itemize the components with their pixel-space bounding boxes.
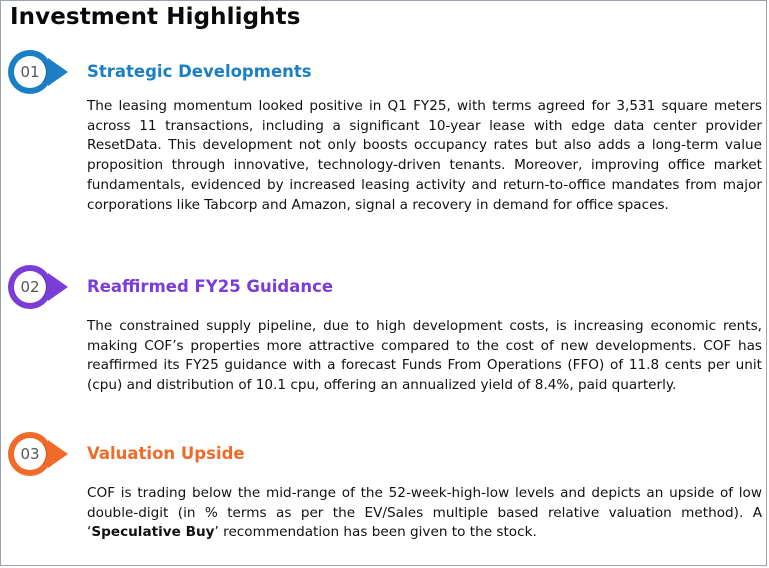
section-body-valuation-upside (87, 484, 762, 543)
section-number: 03 (20, 445, 40, 463)
section-number: 02 (20, 278, 40, 296)
body-text-pre: COF is trading below the mid-range of the 52-week-high-low levels and depicts an upside of low double-digit (in % terms as per the EV/Sales multiple based relative valuation method). A ‘ (87, 485, 762, 541)
section-heading-reaffirmed-guidance: Reaffirmed FY25 Guidance (87, 277, 334, 296)
recommendation-rating: Speculative Buy (91, 524, 215, 541)
page-title: Investment Highlights (10, 4, 301, 30)
section-heading-valuation-upside: Valuation Upside (87, 444, 245, 463)
section-body-reaffirmed-guidance: The constrained supply pipeline, due to high development costs, is increasing economic rents, making COF’s properties more attractive compared to the cost of new developments. COF has reaffirmed its FY25 guidance with a forecast Funds From Operations (FFO) of 11.8 cents per unit (cpu) and distribution of 10.1 cpu, offering an annualized yield of 8.4%, paid quarterly. (87, 318, 762, 394)
section-03-badge (4, 430, 70, 478)
section-body-strategic-developments: The leasing momentum looked positive in Q1 FY25, with terms agreed for 3,531 square meters across 11 transactions, including a significant 10-year lease with edge data center provider ResetData. This development not only boosts occupancy rates but also adds a long-term value proposition through innovative, technology-driven tenants. Moreover, improving office market fundamentals, evidenced by increased leasing activity and return-to-office mandates from major corporations like Tabcorp and Amazon, signal a recovery in demand for office spaces. (87, 98, 762, 213)
body-text-post: ’ recommendation has been given to the stock. (214, 524, 537, 541)
section-01-badge (4, 48, 70, 96)
section-02-badge (4, 263, 70, 311)
section-heading-strategic-developments: Strategic Developments (87, 62, 312, 81)
section-number: 01 (20, 63, 40, 81)
